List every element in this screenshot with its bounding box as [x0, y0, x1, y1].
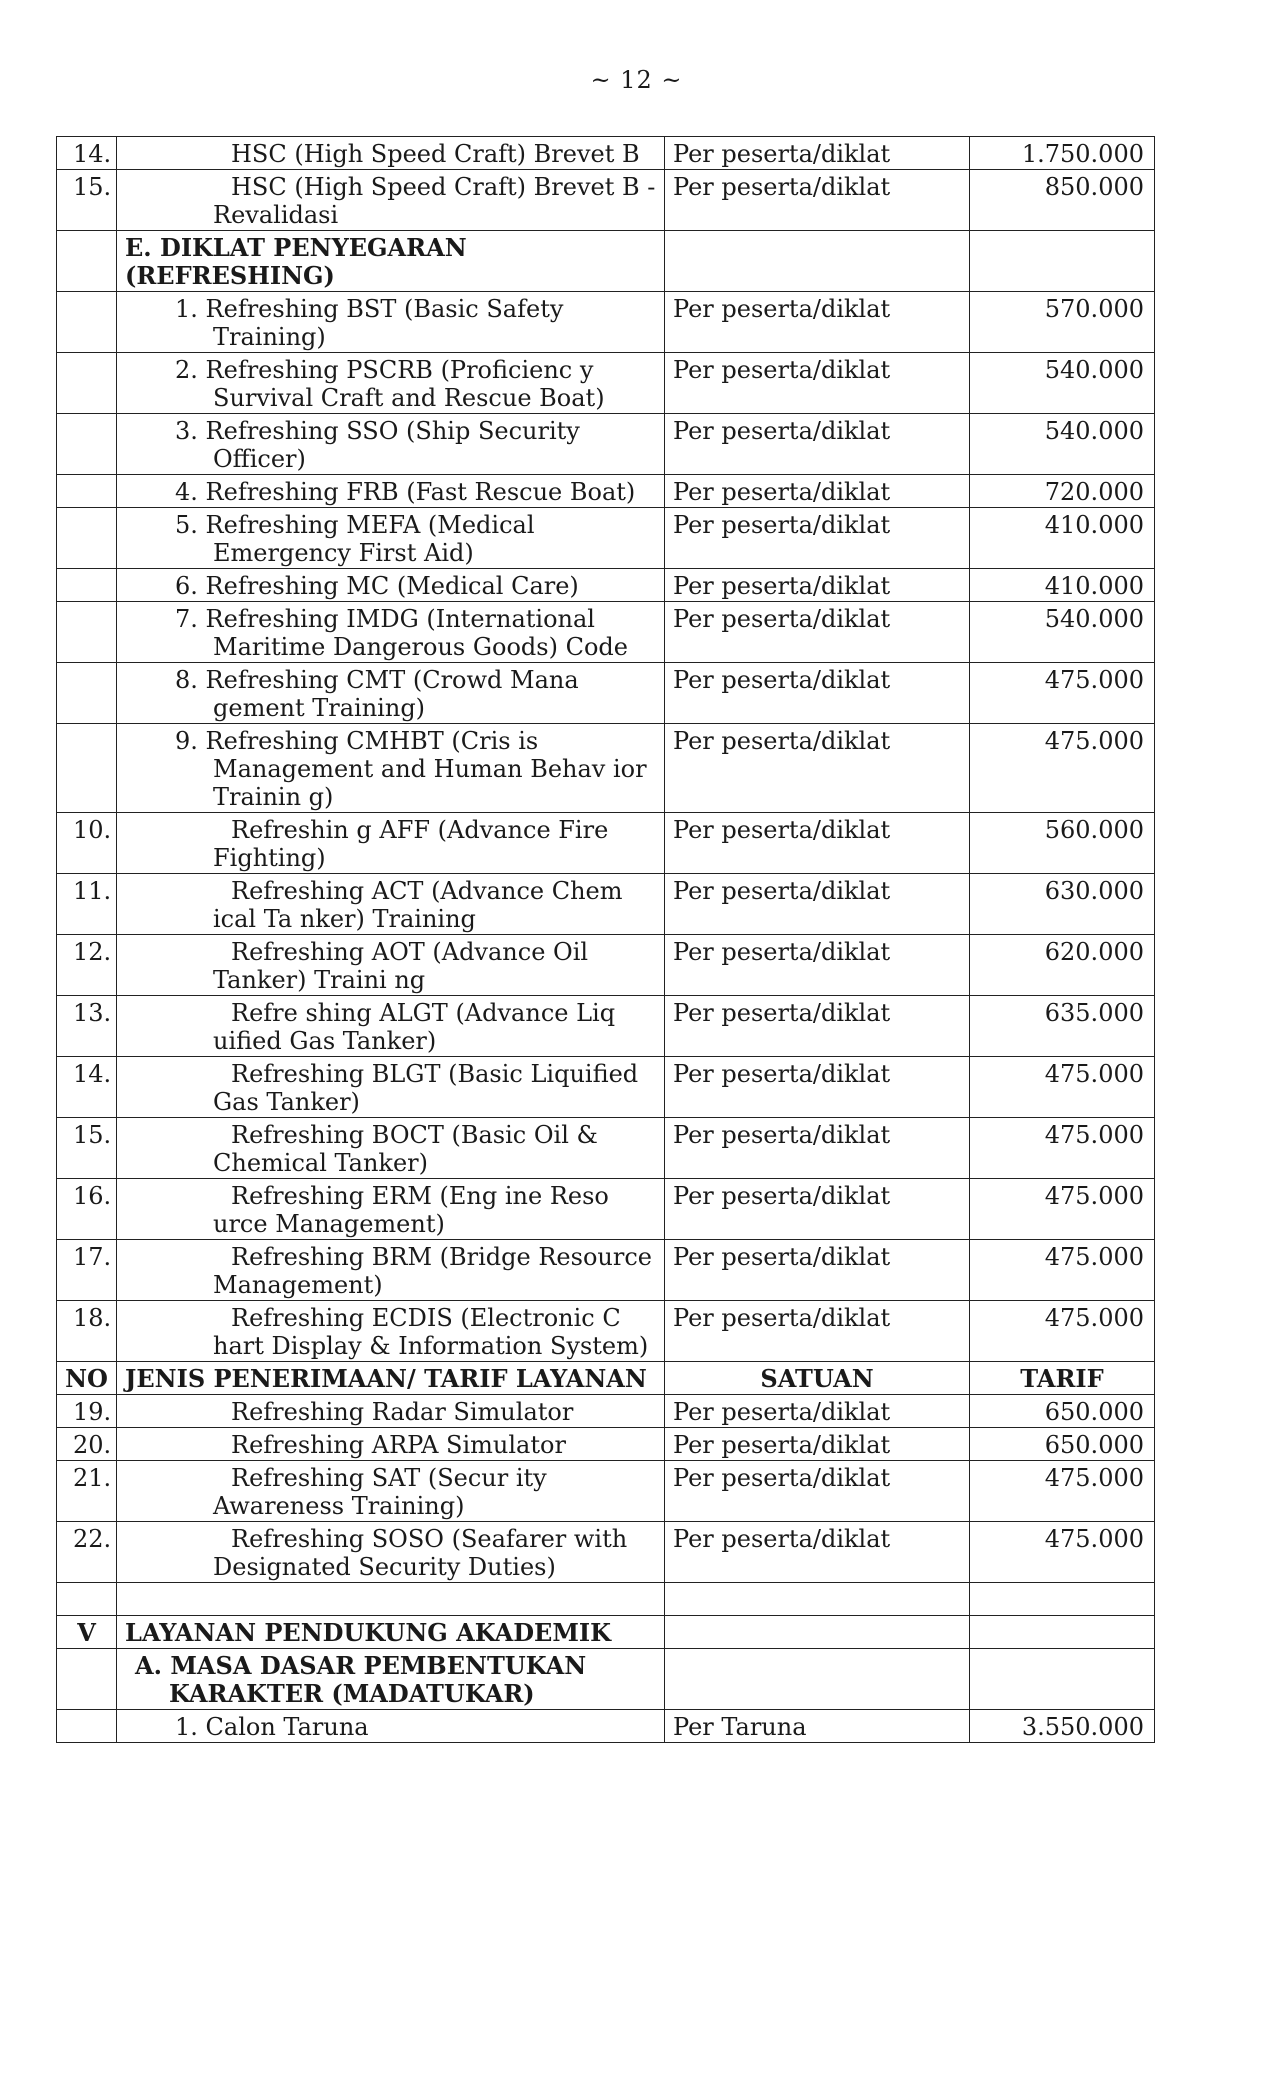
item-cell: [73, 1057, 665, 1118]
item-cell: [73, 874, 665, 935]
section-a-title: A. MASA DASAR PEMBENTUKAN KARAKTER (MADATUKAR): [117, 1649, 665, 1710]
item-label: Refreshing ECDIS (Electronic C hart Display & Information System): [213, 1304, 649, 1360]
item-label: Refreshing BLGT (Basic Liquified Gas Tanker): [213, 1060, 639, 1116]
satuan-cell: Per peserta/diklat: [665, 1395, 970, 1428]
section-e-title: E. DIKLAT PENYEGARAN (REFRESHING): [117, 231, 665, 292]
satuan-cell: Per peserta/diklat: [665, 475, 970, 508]
tarif-cell: 850.000: [970, 170, 1155, 231]
satuan-cell: Per peserta/diklat: [665, 1522, 970, 1583]
empty-row: [57, 1583, 1155, 1616]
table-row: [57, 1240, 1155, 1301]
table-row: [57, 996, 1155, 1057]
item-cell: [117, 1710, 665, 1743]
item-label: Refreshing ARPA Simulator: [231, 1431, 566, 1459]
item-label: Refre shing ALGT (Advance Liq uified Gas Tanker): [213, 999, 616, 1055]
item-label: Refreshing Radar Simulator: [231, 1398, 574, 1426]
table-row: [57, 874, 1155, 935]
item-label: Refreshing MC (Medical Care): [205, 572, 579, 600]
tarif-cell: 475.000: [970, 1057, 1155, 1118]
header-satuan: SATUAN: [665, 1362, 970, 1395]
no-cell: [57, 1649, 117, 1710]
item-cell: [117, 508, 665, 569]
table-row: [57, 1301, 1155, 1362]
tarif-cell: [970, 1649, 1155, 1710]
header-tarif: TARIF: [970, 1362, 1155, 1395]
table-row: [57, 1710, 1155, 1743]
satuan-cell: Per peserta/diklat: [665, 508, 970, 569]
item-label: Refreshing MEFA (Medical Emergency First Aid): [205, 511, 535, 567]
item-number: 12.: [73, 938, 112, 966]
item-cell: [117, 569, 665, 602]
table-row: [57, 1395, 1155, 1428]
item-number: 1.: [175, 1713, 198, 1741]
tarif-cell: 650.000: [970, 1428, 1155, 1461]
item-label: HSC (High Speed Craft) Brevet B: [231, 140, 640, 168]
satuan-cell: Per peserta/diklat: [665, 1428, 970, 1461]
tarif-cell: 475.000: [970, 724, 1155, 813]
item-number: 1.: [175, 295, 198, 323]
tarif-cell: 635.000: [970, 996, 1155, 1057]
item-number: 21.: [73, 1464, 112, 1492]
item-cell: [73, 1240, 665, 1301]
item-number: 5.: [175, 511, 198, 539]
table-row: [57, 508, 1155, 569]
item-number: 16.: [73, 1182, 112, 1210]
item-label: Calon Taruna: [205, 1713, 369, 1741]
table-row: [57, 1428, 1155, 1461]
item-number: 4.: [175, 478, 198, 506]
item-cell: [73, 1522, 665, 1583]
no-cell: [57, 414, 117, 475]
table-row: [57, 1522, 1155, 1583]
item-number: 8.: [175, 666, 198, 694]
table-row: [57, 602, 1155, 663]
satuan-cell: Per Taruna: [665, 1710, 970, 1743]
tarif-cell: 410.000: [970, 569, 1155, 602]
item-number: 2.: [175, 356, 198, 384]
satuan-cell: Per peserta/diklat: [665, 137, 970, 170]
tarif-cell: 630.000: [970, 874, 1155, 935]
table-row: [57, 1118, 1155, 1179]
table-row: [57, 813, 1155, 874]
tarif-cell: 650.000: [970, 1395, 1155, 1428]
item-number: 14.: [73, 1060, 112, 1088]
item-cell: [73, 1395, 665, 1428]
no-cell: [57, 292, 117, 353]
tarif-cell: 540.000: [970, 353, 1155, 414]
satuan-cell: Per peserta/diklat: [665, 663, 970, 724]
item-number: 13.: [73, 999, 112, 1027]
item-label: Refreshing BRM (Bridge Resource Management): [213, 1243, 652, 1299]
item-cell: [117, 663, 665, 724]
satuan-cell: Per peserta/diklat: [665, 602, 970, 663]
table-row: [57, 1179, 1155, 1240]
table-row: [57, 663, 1155, 724]
item-number: 10.: [73, 816, 112, 844]
satuan-cell: Per peserta/diklat: [665, 1461, 970, 1522]
tarif-cell: 410.000: [970, 508, 1155, 569]
satuan-cell: [665, 1616, 970, 1649]
tarif-cell: 475.000: [970, 1301, 1155, 1362]
satuan-cell: Per peserta/diklat: [665, 170, 970, 231]
item-label: Refreshing SSO (Ship Security Officer): [205, 417, 580, 473]
tariff-table-body: [57, 137, 1155, 1743]
tarif-cell: 560.000: [970, 813, 1155, 874]
satuan-cell: Per peserta/diklat: [665, 996, 970, 1057]
no-cell: [57, 724, 117, 813]
tarif-cell: 475.000: [970, 1240, 1155, 1301]
item-label: Refreshing SOSO (Seafarer with Designated Security Duties): [213, 1525, 628, 1581]
tarif-cell: 1.750.000: [970, 137, 1155, 170]
tarif-cell: 3.550.000: [970, 1710, 1155, 1743]
section-row: [57, 1649, 1155, 1710]
item-label: Refreshin g AFF (Advance Fire Fighting): [213, 816, 609, 872]
item-cell: [117, 602, 665, 663]
no-cell: [57, 475, 117, 508]
no-cell: [57, 602, 117, 663]
item-cell: [117, 292, 665, 353]
table-row: [57, 170, 1155, 231]
item-number: 3.: [175, 417, 198, 445]
satuan-cell: Per peserta/diklat: [665, 569, 970, 602]
table-row: [57, 569, 1155, 602]
tarif-cell: 720.000: [970, 475, 1155, 508]
no-cell: [57, 353, 117, 414]
tarif-cell: 570.000: [970, 292, 1155, 353]
item-number: 18.: [73, 1304, 112, 1332]
tarif-cell: 475.000: [970, 1118, 1155, 1179]
table-row: [57, 292, 1155, 353]
satuan-cell: [665, 231, 970, 292]
no-cell: [57, 569, 117, 602]
item-label: Refreshing PSCRB (Proficienc y Survival Craft and Rescue Boat): [205, 356, 605, 412]
item-label: Refreshing ERM (Eng ine Reso urce Management): [213, 1182, 609, 1238]
item-cell: [73, 137, 665, 170]
no-cell: [57, 663, 117, 724]
table-header-row: [57, 1362, 1155, 1395]
item-cell: [117, 724, 665, 813]
item-cell: [117, 414, 665, 475]
item-label: Refreshing FRB (Fast Rescue Boat): [205, 478, 636, 506]
table-row: [57, 414, 1155, 475]
page-number: ~ 12 ~: [590, 66, 683, 94]
tarif-cell: [970, 1616, 1155, 1649]
satuan-cell: Per peserta/diklat: [665, 1057, 970, 1118]
satuan-cell: Per peserta/diklat: [665, 874, 970, 935]
no-cell: [57, 231, 117, 292]
section-row: [57, 231, 1155, 292]
satuan-cell: Per peserta/diklat: [665, 813, 970, 874]
item-number: 20.: [73, 1431, 112, 1459]
tarif-cell: 540.000: [970, 602, 1155, 663]
item-number: 11.: [73, 877, 112, 905]
tarif-cell: [970, 231, 1155, 292]
item-label: Refreshing CMHBT (Cris is Management and Human Behav ior Trainin g): [205, 727, 647, 811]
satuan-cell: [665, 1583, 970, 1616]
table-row: [57, 1461, 1155, 1522]
item-cell: [117, 353, 665, 414]
item-label: Refreshing CMT (Crowd Mana gement Training): [205, 666, 579, 722]
item-cell: [73, 1179, 665, 1240]
item-label: HSC (High Speed Craft) Brevet B - Revalidasi: [213, 173, 656, 229]
item-cell: [73, 1461, 665, 1522]
tarif-cell: 475.000: [970, 1461, 1155, 1522]
item-number: 15.: [73, 173, 112, 201]
header-jenis: JENIS PENERIMAAN/ TARIF LAYANAN: [117, 1362, 665, 1395]
header-no: NO: [57, 1362, 117, 1395]
item-label: Refreshing IMDG (International Maritime Dangerous Goods) Code: [205, 605, 628, 661]
table-row: [57, 724, 1155, 813]
tariff-table: [56, 136, 1155, 1743]
item-label: Refreshing SAT (Secur ity Awareness Training): [213, 1464, 547, 1520]
table-row: [57, 137, 1155, 170]
item-cell: [73, 1301, 665, 1362]
table-row: [57, 935, 1155, 996]
item-number: 17.: [73, 1243, 112, 1271]
tarif-cell: 475.000: [970, 1522, 1155, 1583]
item-label: Refreshing BOCT (Basic Oil & Chemical Tanker): [213, 1121, 598, 1177]
tarif-cell: 475.000: [970, 663, 1155, 724]
table-row: [57, 353, 1155, 414]
item-number: 15.: [73, 1121, 112, 1149]
section-v-title: LAYANAN PENDUKUNG AKADEMIK: [117, 1616, 665, 1649]
satuan-cell: Per peserta/diklat: [665, 935, 970, 996]
item-label: Refreshing BST (Basic Safety Training): [205, 295, 564, 351]
no-cell: [57, 1583, 117, 1616]
satuan-cell: Per peserta/diklat: [665, 353, 970, 414]
item-number: 19.: [73, 1398, 112, 1426]
satuan-cell: [665, 1649, 970, 1710]
table-row: [57, 1057, 1155, 1118]
satuan-cell: Per peserta/diklat: [665, 292, 970, 353]
tarif-cell: 475.000: [970, 1179, 1155, 1240]
table-row: [57, 475, 1155, 508]
item-cell: [73, 170, 665, 231]
satuan-cell: Per peserta/diklat: [665, 1179, 970, 1240]
no-cell: [57, 508, 117, 569]
satuan-cell: Per peserta/diklat: [665, 1118, 970, 1179]
item-cell: [73, 1428, 665, 1461]
item-number: 9.: [175, 727, 198, 755]
tarif-cell: [970, 1583, 1155, 1616]
item-cell: [73, 996, 665, 1057]
item-label: Refreshing ACT (Advance Chem ical Ta nker) Training: [213, 877, 623, 933]
item-cell: [73, 813, 665, 874]
item-number: 6.: [175, 572, 198, 600]
item-cell: [117, 475, 665, 508]
item-cell: [117, 1583, 665, 1616]
item-number: 22.: [73, 1525, 112, 1553]
satuan-cell: Per peserta/diklat: [665, 1240, 970, 1301]
item-cell: [73, 935, 665, 996]
section-row: [57, 1616, 1155, 1649]
item-cell: [73, 1118, 665, 1179]
satuan-cell: Per peserta/diklat: [665, 414, 970, 475]
satuan-cell: Per peserta/diklat: [665, 1301, 970, 1362]
section-v-number: V: [57, 1616, 117, 1649]
item-number: 14.: [73, 140, 112, 168]
no-cell: [57, 1710, 117, 1743]
item-label: Refreshing AOT (Advance Oil Tanker) Traini ng: [213, 938, 589, 994]
satuan-cell: Per peserta/diklat: [665, 724, 970, 813]
tarif-cell: 540.000: [970, 414, 1155, 475]
tarif-cell: 620.000: [970, 935, 1155, 996]
item-number: 7.: [175, 605, 198, 633]
